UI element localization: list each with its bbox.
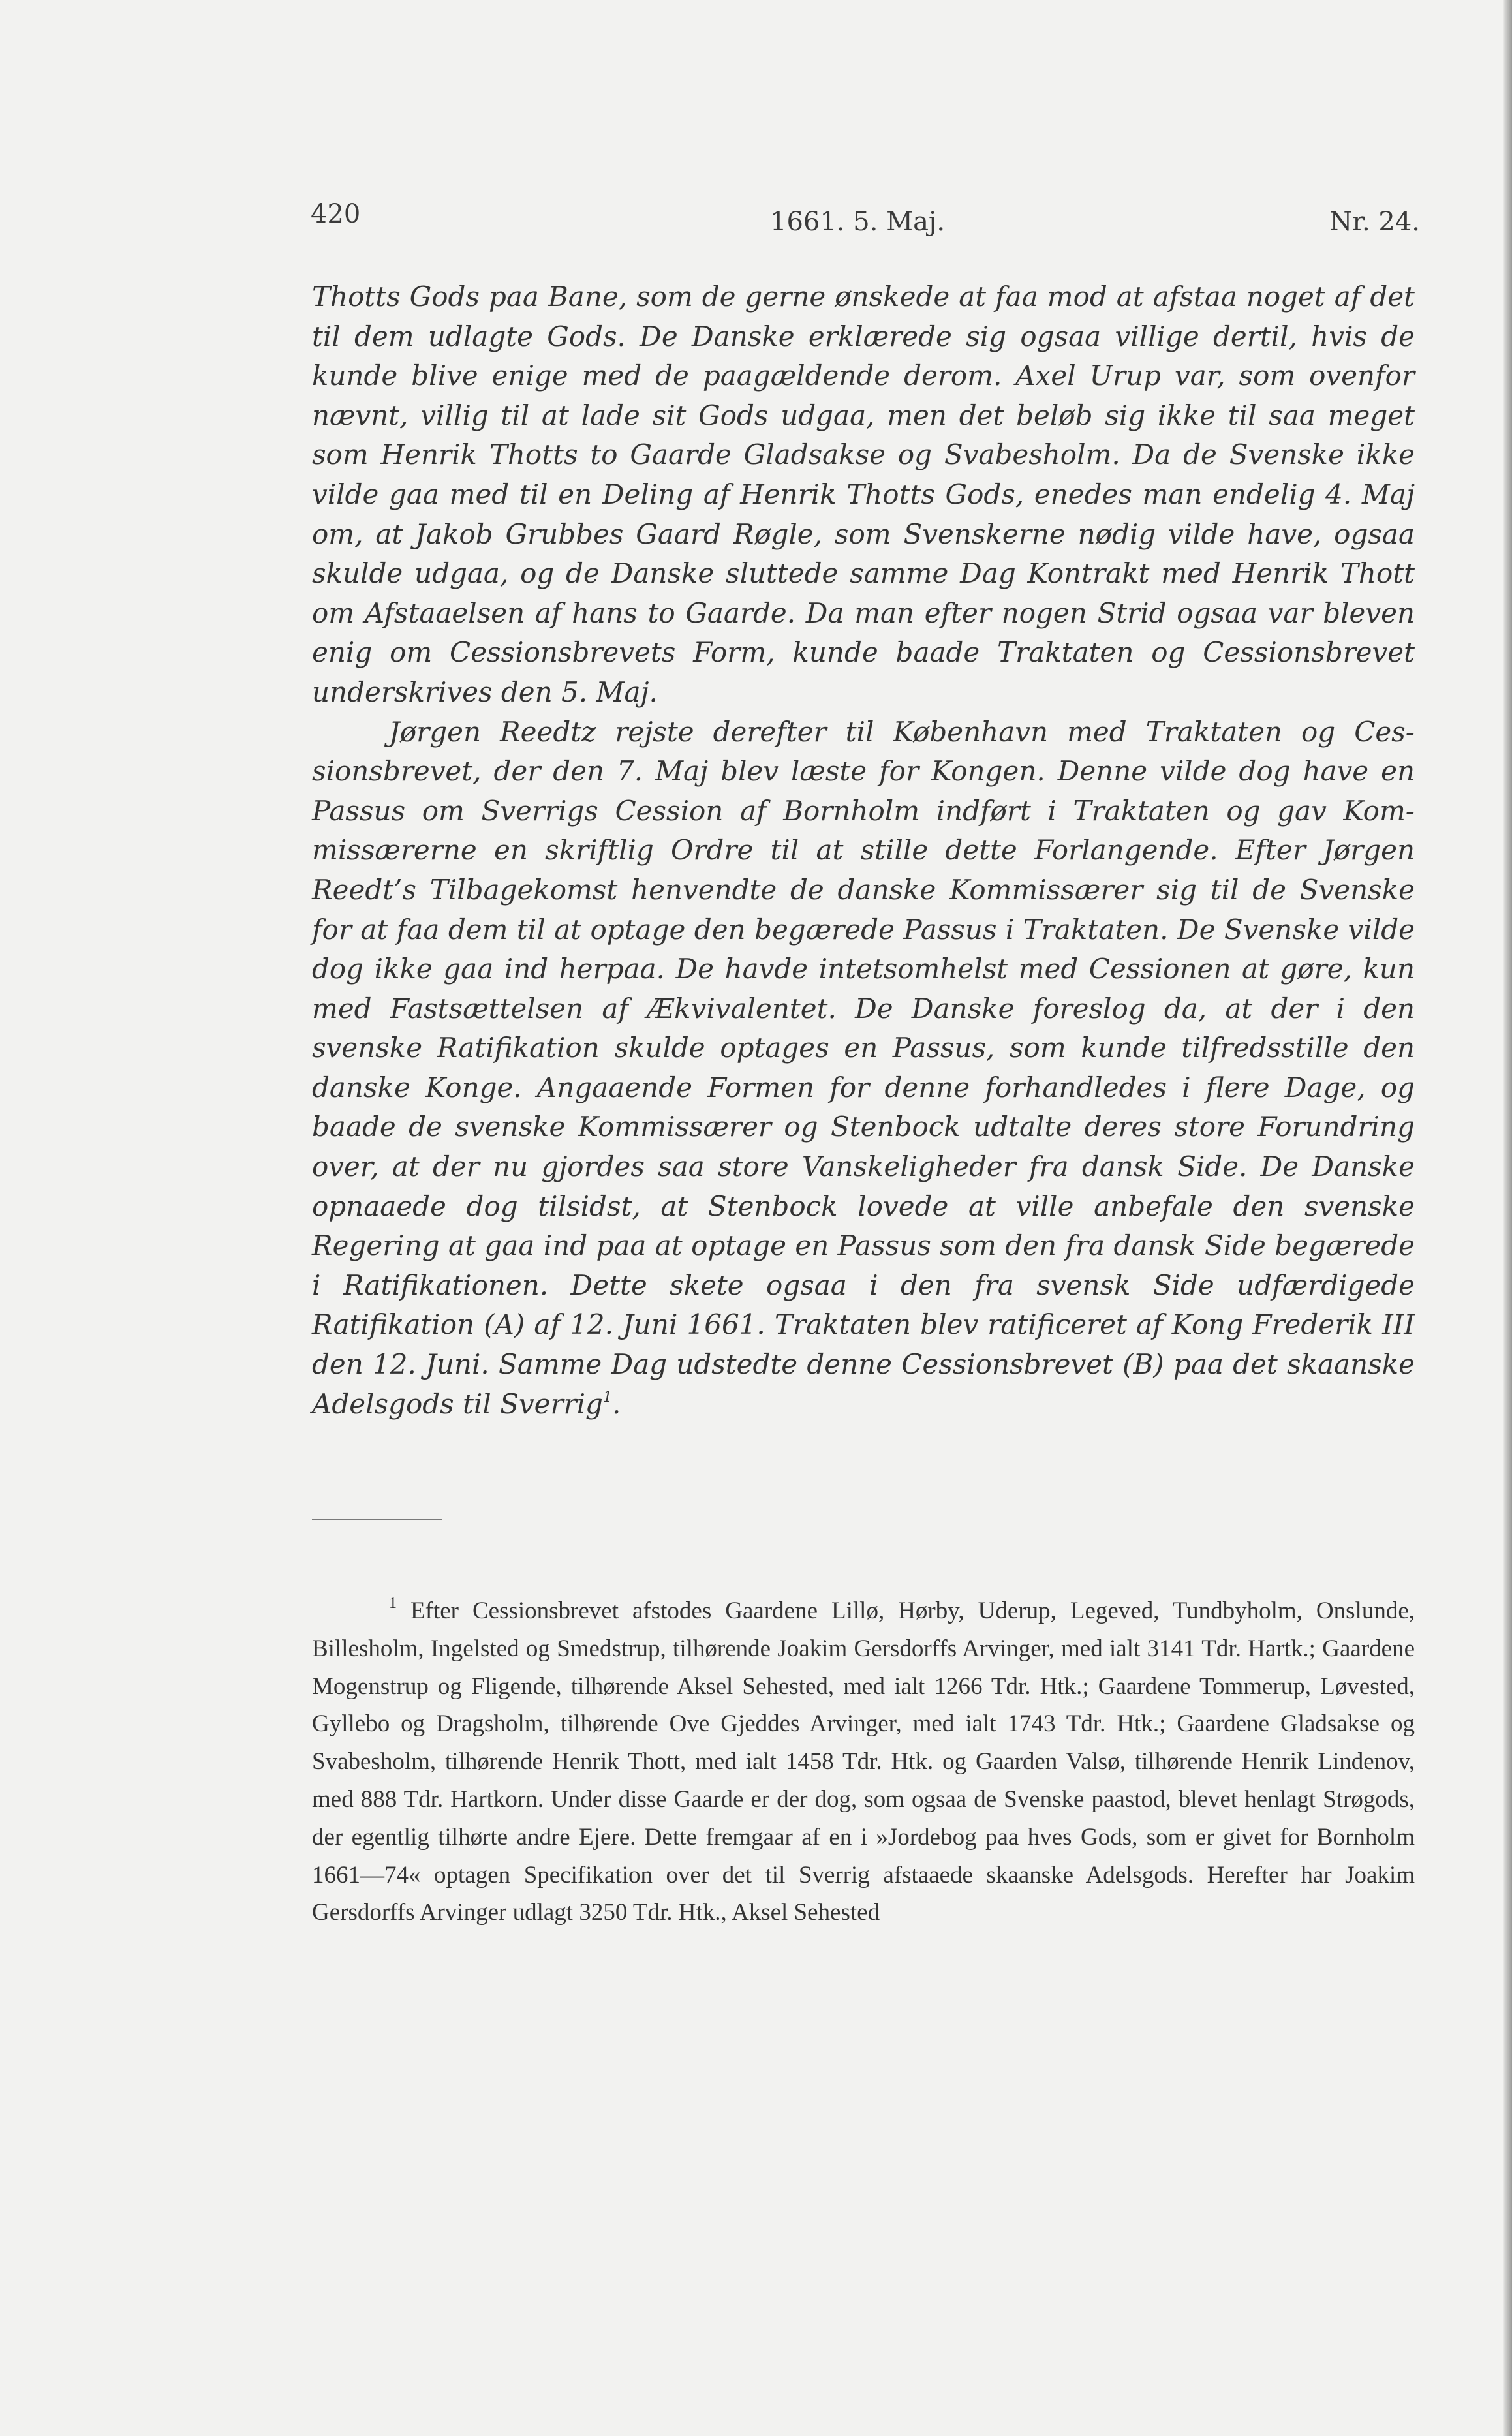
page-number: 420 — [311, 199, 361, 229]
footnote-paragraph — [312, 1592, 1415, 1932]
page-edge-shadow — [1503, 0, 1512, 2436]
paragraph-2-end: . — [611, 1387, 621, 1420]
footnote — [312, 1592, 1415, 1932]
footnote-reference[interactable]: 1 — [602, 1389, 612, 1406]
header-date: 1661. 5. Maj. — [770, 207, 946, 237]
paragraph-2 — [312, 713, 1415, 1425]
document-number: Nr. 24. — [1329, 207, 1420, 237]
page-header — [311, 199, 1420, 238]
main-text — [312, 277, 1415, 1424]
footnote-marker: 1 — [389, 1595, 397, 1612]
footnote-text: Efter Cessionsbrevet afstodes Gaardene Lillø, Hørby, Uderup, Legeved, Tundbyholm, Onslunde, Billesholm, Ingelsted og Smedstrup, tilhørende Joakim Gersdorffs Arvinger, med ialt 3141 Tdr. Hartk.; Gaardene Mogenstrup og Fligende, tilhørende Aksel Sehested, med ialt 1266 Tdr. Htk.; Gaardene Tommerup, Løvested, Gyllebo og Dragsholm, tilhørende Ove Gjeddes Arvinger, med ialt 1743 Tdr. Htk.; Gaardene Gladsakse og Svabesholm, tilhørende Henrik Thott, med ialt 1458 Tdr. Htk. og Gaarden Valsø, tilhørende Henrik Lindenov, med 888 Tdr. Hartkorn. Under disse Gaarde er der dog, som ogsaa de Svenske paastod, blevet henlagt Strøgods, der egentlig tilhørte andre Ejere. Dette fremgaar af en i »Jordebog paa hves Gods, som er givet for Bornholm 1661—74« optagen Specifikation over det til Sverrig afstaaede skaanske Adelsgods. Herefter har Joakim Gersdorffs Arvinger udlagt 3250 Tdr. Htk., Aksel Sehested — [312, 1597, 1415, 1926]
paragraph-2-text: Jørgen Reedtz rejste derefter til København med Traktaten og Cessionsbrevet, der den 7. Maj blev læste for Kongen. Denne vilde dog have en Passus om Sverrigs Cession af Bornholm indført i Traktaten og gav Kommissærerne en skriftlig Ordre til at stille dette Forlangende. Efter Jørgen Reedt’s Tilbagekomst henvendte de danske Kommissærer sig til de Svenske for at faa dem til at optage den begærede Passus i Traktaten. De Svenske vilde dog ikke gaa ind herpaa. De havde intetsomhelst med Cessionen at gøre, kun med Fastsættelsen af Ækvivalentet. De Danske foreslog da, at der i den svenske Ratifikation skulde optages en Passus, som kunde tilfredsstille den danske Konge. Angaaende Formen for denne forhandledes i flere Dage, og baade de svenske Kommissærer og Stenbock udtalte deres store Forundring over, at der nu gjordes saa store Vanskeligheder fra dansk Side. De Danske opnaaede dog tilsidst, at Stenbock lovede at ville anbefale den svenske Regering at gaa ind paa at optage en Passus som den fra dansk Side begærede i Ratifikationen. Dette skete ogsaa i den fra svensk Side udfærdigede Ratifikation (A) af 12. Juni 1661. Traktaten blev ratificeret af Kong Frederik III den 12. Juni. Samme Dag udstedte denne Cessionsbrevet (B) paa det skaanske Adelsgods til Sverrig — [312, 715, 1415, 1420]
footnote-divider — [312, 1519, 442, 1520]
paragraph-1: Thotts Gods paa Bane, som de gerne ønskede at faa mod at afstaa noget af det til dem udlagte Gods. De Danske erklærede sig ogsaa villige dertil, hvis de kunde blive enige med de paagældende derom. Axel Urup var, som ovenfor nævnt, villig til at lade sit Gods udgaa, men det beløb sig ikke til saa meget som Henrik Thotts to Gaarde Gladsakse og Svabesholm. Da de Svenske ikke vilde gaa med til en Deling af Henrik Thotts Gods, enedes man endelig 4. Maj om, at Jakob Grubbes Gaard Røgle, som Svenskerne nødig vilde have, ogsaa skulde udgaa, og de Danske sluttede samme Dag Kontrakt med Henrik Thott om Afstaaelsen af hans to Gaarde. Da man efter nogen Strid ogsaa var bleven enig om Cessionsbrevets Form, kunde baade Traktaten og Cessionsbrevet underskrives den 5. Maj. — [312, 281, 1415, 708]
